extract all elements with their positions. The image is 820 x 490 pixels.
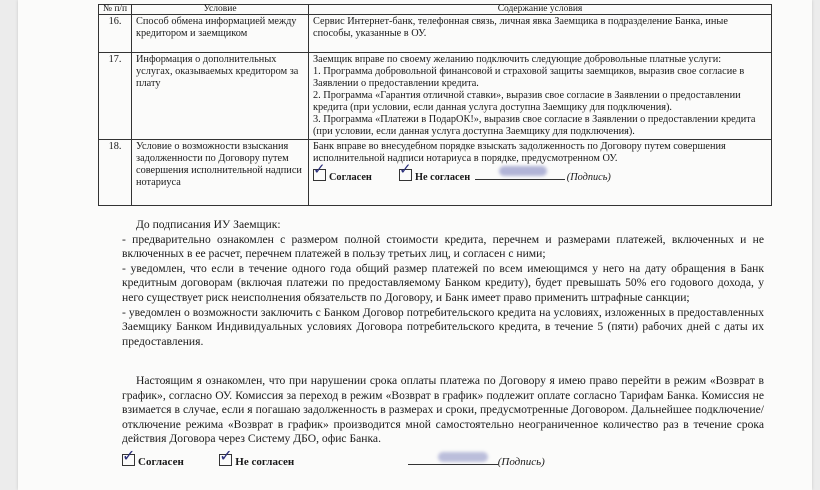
agree-checkbox[interactable]	[122, 446, 136, 466]
service-item: 1. Программа добровольной финансовой и страховой защиты заемщиков, выразив свое согласие в Заявлении о предоставлении кредита.	[313, 66, 745, 89]
table-row	[99, 15, 772, 53]
header-content: Содержание условия	[309, 5, 772, 15]
checkmark-icon: ✓	[313, 160, 326, 178]
row-content: Сервис Интернет-банк, телефонная связь, личная явка Заемщика в подразделение Банка, иные способы, указанные в ОУ.	[309, 15, 772, 53]
document-page	[18, 0, 812, 490]
acknowledgement-item: - предварительно ознакомлен с размером полной стоимости кредита, перечнем и размерами платежей, включенных и не включенных в ее расчет, перечнем платежей в пользу третьих лиц, и согласен с ними;	[122, 232, 764, 261]
loan-terms-table	[98, 4, 772, 206]
signature-line	[475, 169, 565, 180]
checkmark-icon: ✓	[219, 446, 233, 465]
row-content	[309, 140, 772, 206]
return-to-schedule-text: Настоящим я ознакомлен, что при нарушении срока оплаты платежа по Договору я имею право перейти в режим «Возврат в график», согласно ОУ. Комиссия за переход в режим «Возврат в график» подлежит оплате согласно Тарифам Банка. Комиссия не взимается в случае, если я погашаю задолженность в размерах и сроки, предусмотренные Договором. Дальнейшее подключение/отключение режима «Возврат в график» производится мной самостоятельно неограниченное количество раз в течение срока действия Договора через Систему ДБО, офис Банка.	[122, 374, 764, 446]
table-row	[99, 53, 772, 140]
row-number: 18.	[99, 140, 132, 206]
header-number: № п/п	[99, 5, 132, 15]
row-number: 16.	[99, 15, 132, 53]
row-condition: Информация о дополнительных услугах, оказываемых кредитором за плату	[132, 53, 309, 140]
handwritten-signature	[438, 452, 488, 462]
row-number: 17.	[99, 53, 132, 140]
service-item: 2. Программа «Гарантия отличной ставки», выразив свое согласие в Заявлении о предоставлении кредита (при условии, если данная услуга доступна Заемщику для подключения).	[313, 90, 741, 113]
agree-label: Согласен	[138, 456, 184, 468]
agree-label: Согласен	[329, 172, 372, 183]
signature-label: (Подпись)	[497, 456, 545, 468]
disagree-label: Не согласен	[235, 456, 295, 468]
disagree-label: Не согласен	[415, 172, 471, 183]
acknowledgement-item: - уведомлен о возможности заключить с Банком Договор потребительского кредита на условиях, изложенных в предоставленных Заемщику Банком Индивидуальных условиях Договора потребительского кредита, в течение 5 (пяти) рабочих дней с даты их предоставления.	[122, 305, 764, 348]
row-condition: Способ обмена информацией между кредитором и заемщиком	[132, 15, 309, 53]
table-row	[99, 140, 772, 206]
return-to-schedule-paragraph	[122, 374, 764, 447]
handwritten-signature	[499, 166, 547, 176]
signature-line	[408, 454, 498, 465]
row-condition: Условие о возможности взыскания задолженности по Договору путем совершения исполнительной надписи нотариуса	[132, 140, 309, 206]
notary-clause: Банк вправе во внесудебном порядке взыскать задолженность по Договору путем совершения исполнительной надписи нотариуса в порядке, предусмотренном ОУ.	[313, 141, 726, 164]
acknowledgement-item: - уведомлен, что если в течение одного года общий размер платежей по всем имеющимся у него на дату обращения в Банк кредитным договорам (включая платежи по предоставляемому Банком кредиту), будет превышать 50% его годового дохода, у него существует риск неисполнения обязательств по Договору, и Банк имеет право применить штрафные санкции;	[122, 261, 764, 304]
checkmark-icon: ✓	[122, 446, 136, 465]
acknowledgement-intro: До подписания ИУ Заемщик:	[136, 218, 281, 231]
services-intro: Заемщик вправе по своему желанию подключить следующие добровольные платные услуги:	[313, 54, 722, 65]
disagree-checkbox[interactable]	[219, 446, 233, 466]
header-condition: Условие	[132, 5, 309, 15]
agree-checkbox[interactable]	[313, 160, 326, 181]
service-item: 3. Программа «Платежи в ПодарОК!», выразив свое согласие в Заявлении о предоставлении кредита (при условии, если данная услуга доступна Заемщику для подключения).	[313, 114, 756, 137]
row-content	[309, 53, 772, 140]
bottom-consent-line	[122, 446, 762, 468]
table-header-row	[99, 5, 772, 15]
borrower-acknowledgements	[122, 218, 764, 349]
checkmark-icon: ✓	[399, 160, 412, 178]
notary-consent-line	[313, 160, 767, 184]
disagree-checkbox[interactable]	[399, 160, 412, 181]
signature-label: (Подпись)	[566, 172, 611, 183]
